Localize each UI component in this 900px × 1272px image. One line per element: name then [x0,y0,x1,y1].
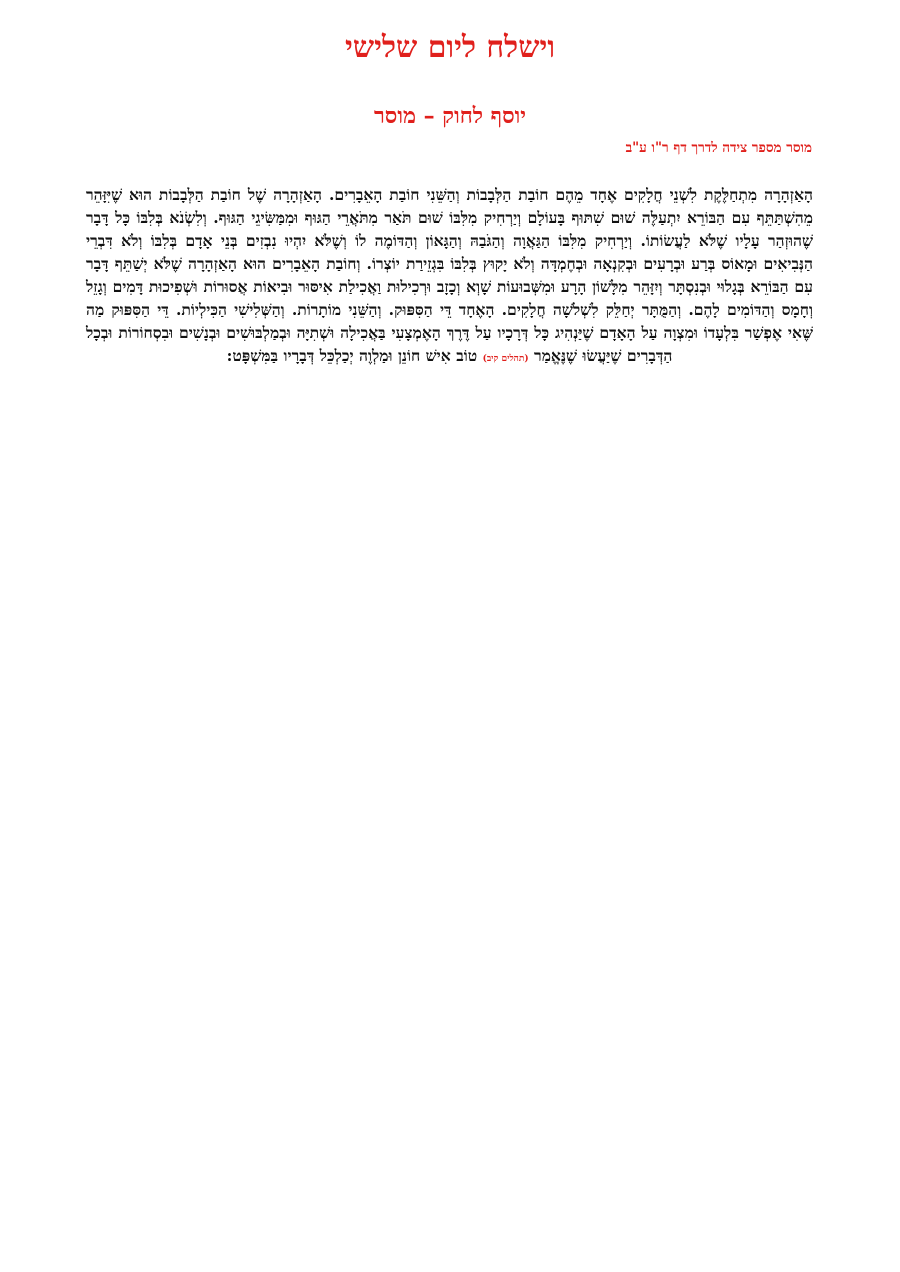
source-reference: מוסר מספר צידה לדרך דף ר"ו ע"ב [625,140,812,156]
verse-reference: (תהלים קיב) [482,354,529,364]
body-main-text: הָאַזְהָרָה מִתְחַלֶּקֶת לִשְׁנֵי חֲלָקִים אֶחָד מֵהֶם חוֹבַת הַלְּבָבוֹת וְהַשֵּׁנִי חוֹבַת הָאֵבָרִים. הָאַזְהָרָה שֶׁל חוֹבַת הַלְּבָבוֹת הוּא שֶׁיִּזָּהֵר מֵהִשְׁתַּתֵּף עִם הַבּוֹרֵא יִתְעַלֶּה שׁוּם שִׁתּוּף בָּעוֹלָם וְיַרְחִיק מִלִּבּוֹ שׁוּם תֹּאַר מִתֹּאֲרֵי הַגּוּף וּמִמַּשִּׂיגֵי הַגּוּף. וְלִשְׂנֹא בְּלִבּוֹ כָּל דָּבָר שֶׁהוּזְהַר עָלָיו שֶׁלֹּא לַעֲשׂוֹתוֹ. וְיַרְחִיק מִלִּבּוֹ הַגַּאֲוָה וְהַגֹּבַהּ וְהַגָּאוֹן וְהַדּוֹמֶה לוֹ וְשֶׁלֹּא יִהְיוּ נִבְזִים בְּנֵי אָדָם בְּלִבּוֹ וְלֹא דִּבְרֵי הַנְּבִיאִים וּמָאוֹס בְּרַע וּבְרָעִים וּבְקִנְאָה וּבְחֶמְדָּה וְלֹא יָקוּץ בְּלִבּוֹ בִּגְזֵירַת יוֹצְרוֹ. וְחוֹבַת הָאֵבָרִים הוּא הָאַזְהָרָה שֶׁלֹּא יְשַׁתֵּף דָּבָר עִם הַבּוֹרֵא בְּגָלוּי וּבְנִסְתָּר וְיִזָּהֵר מִלָּשׁוֹן הָרָע וּמִשְּׁבוּעוֹת שָׁוְא וְכָזָב וּרְכִילוּת וַאֲכִילַת אִיסּוּר וּבִיאוֹת אֲסוּרוֹת וּשְׁפִיכוּת דָּמִים וְגָזֵל וְחָמָס וְהַדּוֹמִים לָהֶם. וְהַמֻּתָּר יְחַלֵּק לִשְׁלֹשָׁה חֲלָקִים. הָאֶחָד דֵּי הַסִּפּוּק. וְהַשֵּׁנִי מוֹתָרוֹת. וְהַשְּׁלִישִׁי הַכִּילְיוֹת. דֵּי הַסִּפּוּק מַה שֶּׁאִי אֶפְשַׁר בִּלְעָדוֹ וּמִצְוָה עַל הָאָדָם שֶׁיַּנְהִיג כָּל דְּרָכָיו עַל דֶּרֶךְ הָאֶמְצָעִי בַּאֲכִילָה וּשְׁתִיָּה וּבְמַלְבּוּשִׁים וּבְנָשִׁים וּבִסְחוֹרוֹת וּבְכָל הַדְּבָרִים שֶׁיַּעֲשׂוּ שֶׁנֶּאֱמַר [86,185,813,365]
page-subtitle: יוסף לחוק – מוסר [374,103,526,129]
verse-text: טוֹב אִישׁ חוֹנֵן וּמַלְוֶה יְכַלְכֵּל דְּבָרָיו בַּמִּשְׁפָּט: [226,346,478,365]
body-paragraph [86,183,813,371]
page-title: וישלח ליום שלישי [345,30,555,65]
